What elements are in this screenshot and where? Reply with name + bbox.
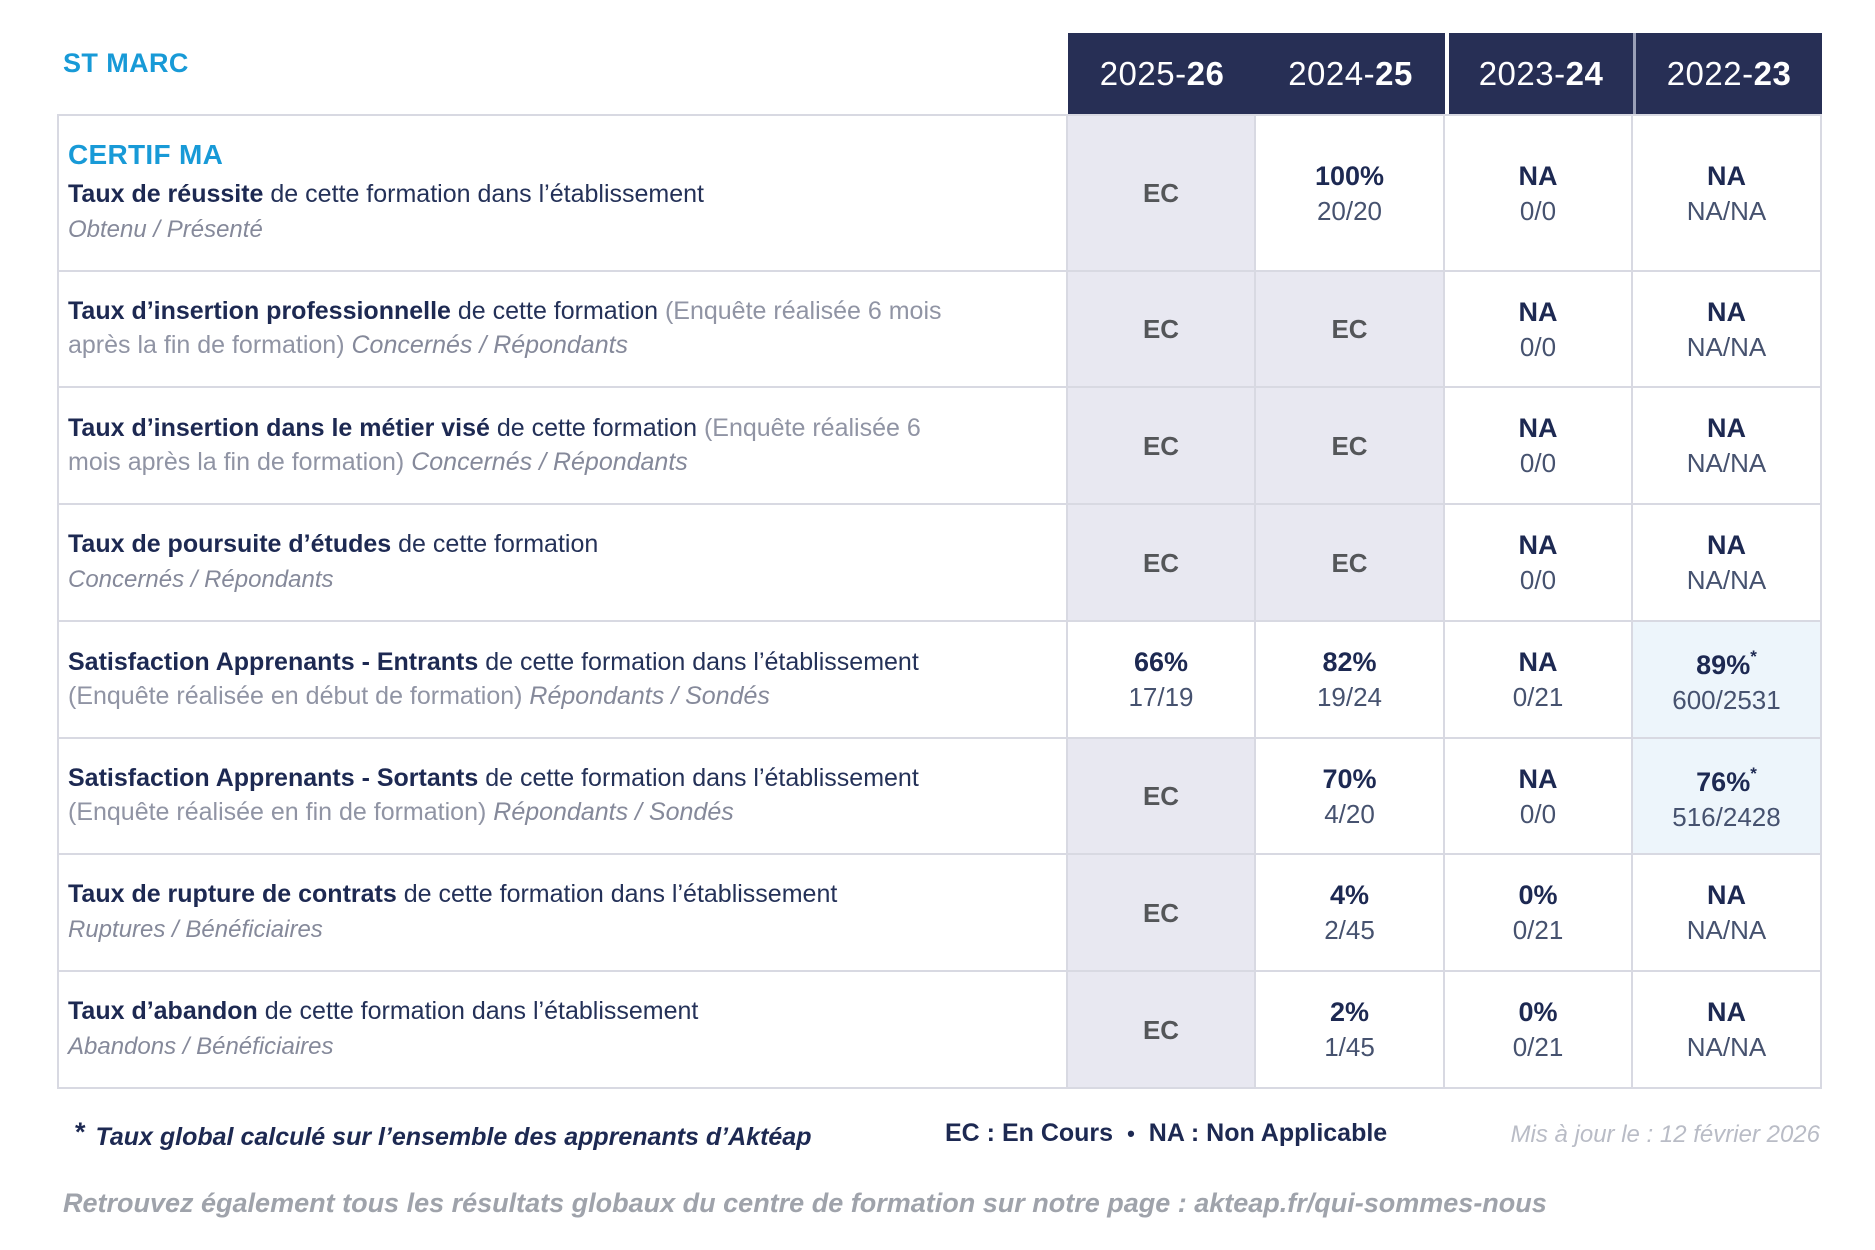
value-cell-highlighted: 89%* 600/2531	[1633, 622, 1822, 739]
value-cell: NA 0/21	[1445, 622, 1633, 739]
value-cell: NA 0/0	[1445, 388, 1633, 505]
row-title-line: Taux d’abandon de cette formation dans l’établissement	[68, 997, 699, 1025]
year-column-2024-25	[1256, 33, 1445, 114]
value-cell: NA NA/NA	[1633, 972, 1822, 1089]
year-prefix: 2024-	[1288, 54, 1376, 92]
school-name: ST MARC	[63, 48, 189, 78]
row-title-line: Taux de réussite de cette formation dans l’établissement	[68, 179, 704, 208]
value-cell: NA 0/0	[1445, 272, 1633, 388]
row-label-insertion-professionnelle	[59, 272, 1068, 388]
value-cell: NA NA/NA	[1633, 388, 1822, 505]
row-sublabel: Ruptures / Bénéficiaires	[68, 916, 323, 943]
value-cell-highlighted: 76%* 516/2428	[1633, 739, 1822, 855]
row-title-line: Taux de poursuite d’études de cette formation	[68, 530, 599, 558]
last-updated-date: Mis à jour le : 12 février 2026	[1510, 1121, 1820, 1148]
value-cell: 4% 2/45	[1256, 855, 1445, 972]
row-label-taux-reussite	[59, 116, 1068, 272]
row-label-abandon	[59, 972, 1068, 1089]
year-suffix: 24	[1565, 54, 1604, 92]
year-column-2023-24	[1445, 33, 1633, 114]
row-title-line: Satisfaction Apprenants - Sortants de cette formation dans l’établissement (Enquête réalisée en fin de formation) Répondants / Sondés	[68, 764, 919, 826]
value-cell: EC	[1256, 505, 1445, 622]
bottom-note: Retrouvez également tous les résultats globaux du centre de formation sur notre page : akteap.fr/qui-sommes-nous	[63, 1188, 1547, 1218]
row-title-line: Taux d’insertion dans le métier visé de cette formation (Enquête réalisée 6 mois après la fin de formation) Concernés / Répondants	[68, 413, 921, 476]
bullet-separator: •	[1127, 1121, 1135, 1146]
value-cell: 100% 20/20	[1256, 116, 1445, 272]
row-title-line: Taux de rupture de contrats de cette formation dans l’établissement	[68, 880, 838, 908]
year-prefix: 2023-	[1478, 54, 1566, 92]
value-cell: 0% 0/21	[1445, 855, 1633, 972]
value-cell: EC	[1068, 739, 1256, 855]
value-cell: NA NA/NA	[1633, 505, 1822, 622]
value-cell: 0% 0/21	[1445, 972, 1633, 1089]
row-label-poursuite-etudes	[59, 505, 1068, 622]
results-table	[57, 114, 1822, 1089]
year-suffix: 23	[1753, 54, 1792, 92]
value-cell: EC	[1068, 505, 1256, 622]
value-cell: NA 0/0	[1445, 116, 1633, 272]
value-cell: NA NA/NA	[1633, 272, 1822, 388]
row-title-line: Taux d’insertion professionnelle de cette formation (Enquête réalisée 6 mois après la fin de formation) Concernés / Répondants	[68, 297, 942, 359]
value-cell: NA NA/NA	[1633, 855, 1822, 972]
value-cell: 82% 19/24	[1256, 622, 1445, 739]
row-sublabel: Concernés / Répondants	[68, 566, 334, 593]
value-cell: EC	[1256, 272, 1445, 388]
legend-na: NA : Non Applicable	[1148, 1119, 1388, 1147]
value-cell: NA NA/NA	[1633, 116, 1822, 272]
row-label-satisfaction-entrants	[59, 622, 1068, 739]
value-cell: 66% 17/19	[1068, 622, 1256, 739]
year-prefix: 2022-	[1666, 54, 1754, 92]
legend-ec: EC : En Cours	[945, 1119, 1114, 1147]
value-cell: EC	[1068, 855, 1256, 972]
program-title: CERTIF MA	[68, 138, 224, 170]
row-sublabel: Obtenu / Présenté	[68, 215, 263, 243]
year-suffix: 26	[1186, 54, 1225, 92]
row-title-line: Satisfaction Apprenants - Entrants de cette formation dans l’établissement (Enquête réalisée en début de formation) Répondants / Sondés	[68, 647, 919, 710]
footnote-star: *	[75, 1117, 86, 1147]
value-cell: NA 0/0	[1445, 739, 1633, 855]
year-header-row	[1068, 33, 1822, 114]
value-cell: EC	[1068, 272, 1256, 388]
footnote-star-marker: *	[1750, 763, 1757, 783]
year-column-2022-23	[1633, 33, 1822, 114]
footnote-global-rate: * Taux global calculé sur l’ensemble des apprenants d’Aktéap	[75, 1117, 812, 1151]
row-label-rupture-contrats	[59, 855, 1068, 972]
year-column-2025-26	[1068, 33, 1256, 114]
value-cell: EC	[1068, 388, 1256, 505]
year-suffix: 25	[1375, 54, 1413, 92]
row-sublabel: Abandons / Bénéficiaires	[68, 1033, 334, 1060]
value-cell: NA 0/0	[1445, 505, 1633, 622]
value-cell: 2% 1/45	[1256, 972, 1445, 1089]
footnote-star-marker: *	[1750, 647, 1757, 666]
row-label-insertion-metier	[59, 388, 1068, 505]
value-cell: EC	[1068, 116, 1256, 272]
year-prefix: 2025-	[1099, 54, 1187, 92]
row-label-satisfaction-sortants	[59, 739, 1068, 855]
abbreviation-legend	[945, 1119, 1387, 1148]
value-cell: 70% 4/20	[1256, 739, 1445, 855]
value-cell: EC	[1256, 388, 1445, 505]
value-cell: EC	[1068, 972, 1256, 1089]
